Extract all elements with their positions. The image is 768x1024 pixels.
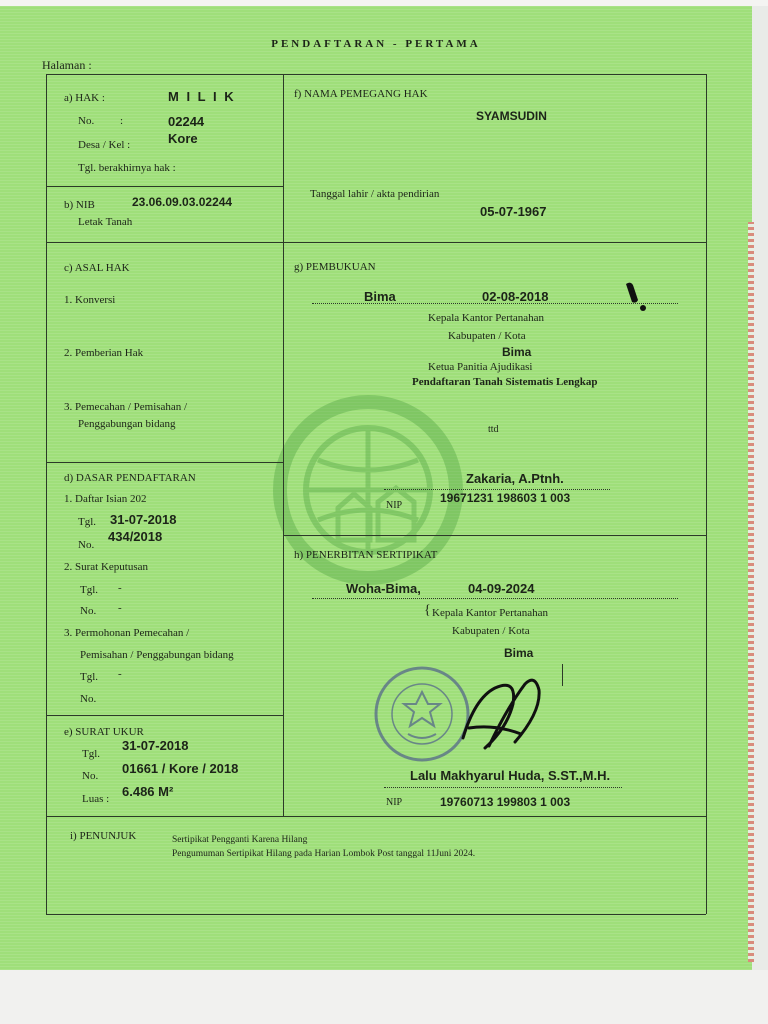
luas-value: 6.486 M²: [122, 784, 174, 799]
frame-bottom: [46, 914, 706, 915]
sk-tgl-label: Tgl.: [80, 584, 99, 596]
divider-d-e: [46, 715, 283, 716]
penerbitan-city: Bima: [504, 646, 534, 660]
divider-c-d: [46, 462, 283, 463]
hak-label: a) HAK :: [64, 92, 105, 104]
pembukuan-office-2: Kabupaten / Kota: [448, 330, 526, 342]
dasar-tgl-label: Tgl.: [78, 516, 97, 528]
permohonan-line-1: 3. Permohonan Pemecahan /: [64, 627, 190, 639]
divider-a-b: [46, 186, 283, 187]
asal-konversi: 1. Konversi: [64, 294, 116, 306]
su-no-label: No.: [82, 770, 99, 782]
pembukuan-nip-label: NIP: [386, 500, 403, 511]
ink-mark: [620, 280, 650, 314]
dasar-no-value: 434/2018: [108, 529, 163, 544]
dasar-label: d) DASAR PENDAFTARAN: [64, 472, 196, 484]
bottom-margin: [0, 970, 768, 1024]
penerbitan-label: h) PENERBITAN SERTIPIKAT: [294, 549, 438, 561]
pm-tgl-value: -: [118, 668, 122, 680]
penerbitan-brace: {: [424, 603, 431, 618]
desa-value: Kore: [168, 131, 198, 146]
su-tgl-value: 31-07-2018: [122, 738, 189, 753]
signature: [455, 668, 545, 758]
nib-value: 23.06.09.03.02244: [132, 195, 233, 209]
asal-pemberian: 2. Pemberian Hak: [64, 347, 144, 359]
pemegang-label: f) NAMA PEMEGANG HAK: [294, 88, 428, 100]
penerbitan-sign-line: [384, 787, 622, 788]
pm-no-label: No.: [80, 693, 97, 705]
ttd-mark: ttd: [488, 424, 499, 435]
pemegang-name: SYAMSUDIN: [476, 109, 547, 123]
divider-b-c: [46, 242, 706, 243]
birth-label: Tanggal lahir / akta pendirian: [310, 188, 440, 200]
document-title: PENDAFTARAN - PERTAMA: [271, 38, 481, 50]
pembukuan-city: Bima: [502, 345, 532, 359]
surat-keputusan: 2. Surat Keputusan: [64, 561, 149, 573]
frame-right: [706, 74, 707, 914]
hak-no-value: 02244: [168, 114, 205, 129]
pembukuan-office-1: Kepala Kantor Pertanahan: [428, 312, 545, 324]
daftar-isian: 1. Daftar Isian 202: [64, 493, 147, 505]
penunjuk-line-2: Pengumuman Sertipikat Hilang pada Harian Lombok Post tanggal 11Juni 2024.: [172, 849, 476, 859]
hak-no-colon: :: [120, 115, 124, 127]
penerbitan-dotted-line: [312, 598, 678, 599]
column-divider: [283, 74, 284, 816]
sk-tgl-value: -: [118, 582, 122, 594]
letak-tanah-label: Letak Tanah: [78, 216, 133, 228]
pembukuan-label: g) PEMBUKUAN: [294, 261, 376, 273]
penerbitan-place: Woha-Bima,: [346, 581, 421, 596]
expiry-label: Tgl. berakhirnya hak :: [78, 162, 176, 174]
committee-line-1: Ketua Panitia Ajudikasi: [428, 361, 533, 373]
penerbitan-nip-label: NIP: [386, 797, 403, 808]
sk-no-value: -: [118, 602, 122, 614]
penerbitan-tick: [562, 664, 563, 686]
surat-ukur-label: e) SURAT UKUR: [64, 726, 144, 738]
frame-left: [46, 74, 47, 914]
pembukuan-date: 02-08-2018: [482, 289, 549, 304]
sk-no-label: No.: [80, 605, 97, 617]
pembukuan-official: Zakaria, A.Ptnh.: [466, 471, 564, 486]
nib-label: b) NIB: [64, 199, 95, 211]
penunjuk-label: i) PENUNJUK: [70, 830, 137, 842]
luas-label: Luas :: [82, 793, 110, 805]
binding-thread: [748, 222, 754, 962]
page-label: Halaman :: [42, 58, 92, 72]
asal-hak-label: c) ASAL HAK: [64, 262, 130, 274]
committee-line-2: Pendaftaran Tanah Sistematis Lengkap: [412, 376, 598, 388]
asal-pemecahan: 3. Pemecahan / Pemisahan /: [64, 401, 188, 413]
asal-penggabungan: Penggabungan bidang: [78, 418, 176, 430]
divider-e-i: [46, 816, 706, 817]
desa-label: Desa / Kel :: [78, 139, 131, 151]
pembukuan-nip-value: 19671231 198603 1 003: [440, 491, 571, 505]
penerbitan-office-1: Kepala Kantor Pertanahan: [432, 607, 549, 619]
penerbitan-office-2: Kabupaten / Kota: [452, 625, 530, 637]
pembukuan-sign-line: [384, 489, 610, 490]
pembukuan-place: Bima: [364, 289, 396, 304]
penerbitan-nip-value: 19760713 199803 1 003: [440, 795, 571, 809]
pm-tgl-label: Tgl.: [80, 671, 99, 683]
penerbitan-official: Lalu Makhyarul Huda, S.ST.,M.H.: [410, 768, 611, 783]
penerbitan-date: 04-09-2024: [468, 581, 535, 596]
dasar-tgl-value: 31-07-2018: [110, 512, 177, 527]
permohonan-line-2: Pemisahan / Penggabungan bidang: [80, 649, 234, 661]
su-no-value: 01661 / Kore / 2018: [122, 761, 239, 776]
penunjuk-line-1: Sertipikat Pengganti Karena Hilang: [172, 835, 308, 845]
frame-top: [46, 74, 706, 75]
dasar-no-label: No.: [78, 539, 95, 551]
birth-value: 05-07-1967: [480, 204, 547, 219]
hak-no-label: No.: [78, 115, 95, 127]
su-tgl-label: Tgl.: [82, 748, 101, 760]
divider-g-h: [283, 535, 706, 536]
hak-type: M I L I K: [168, 89, 236, 104]
